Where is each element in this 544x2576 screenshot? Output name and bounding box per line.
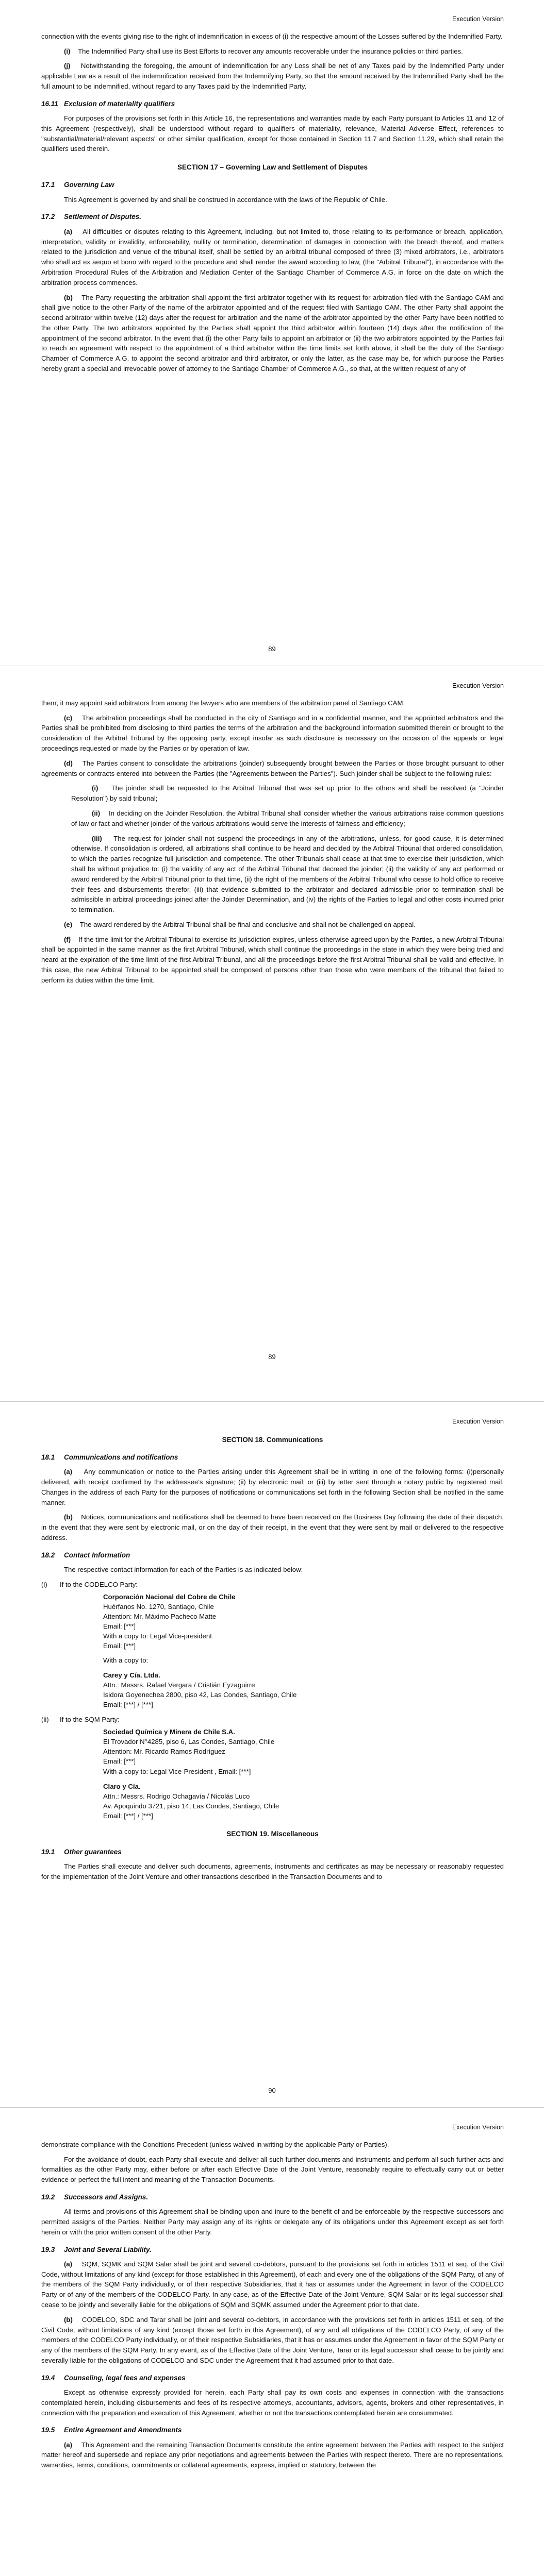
contact-attention: Attn.: Messrs. Rodrigo Ochagavía / Nicolás Luco: [103, 1792, 250, 1800]
clause-e: [41, 920, 504, 930]
contact-email: Email: [***] / [***]: [103, 1701, 153, 1709]
page-number: 89: [268, 645, 276, 653]
clause-f: [41, 935, 504, 986]
clause-text: SQM, SQMK and SQM Salar shall be joint and several co-debtors, pursuant to the provisions set forth in articles 1511 et seq. of the Civil Code, without limitations of any kind (except for those established in this Agreement), of each and every one of the obligations of the SQM Party, of any of the members of the SQM Party individually, or of their respective Subsidiaries, that it has or assumes under the Agreement in favor of the CODELCO Party or of any of the members of the CODELCO Party. In any case, as of the Effective Date of the Joint Venture, SQM Salar or its legal successor shall cease to be jointly and severally liable for the obligations of SQM and SQMK assumed under the Agreement prior to that date.: [41, 2260, 504, 2309]
heading-number: 16.11: [41, 99, 58, 108]
clause-text: CODELCO, SDC and Tarar shall be joint and several co-debtors, in accordance with the provisions set forth in articles 1511 et seq. of the Civil Code, without limitations of any kind (except those set forth in this Agreement), of any and all obligations of the CODELCO Party, of any of the members of the CODELCO Party individually, or of their respective Subsidiaries, that it has or assumes under the Agreement in favor of the SQM Party or any of the members of the SQM Party. In any event, as of the Effective Date of the Joint Venture, Tarar or its legal successor shall cease to be jointly and severally liable for the obligations of CODELCO and SDC under the Agreement that it had assumed prior to that date.: [41, 2315, 504, 2364]
contact-address: Huérfanos No. 1270, Santiago, Chile: [103, 1602, 214, 1611]
heading-17-1: [41, 180, 504, 190]
section-17-title: SECTION 17 – Governing Law and Settlement of Disputes: [177, 163, 368, 172]
contact-org: Carey y Cía. Ltda.: [103, 1671, 160, 1679]
clause-label: (c): [64, 714, 73, 722]
clause-label: (a): [64, 2441, 73, 2449]
clause-text: This Agreement and the remaining Transaction Documents constitute the entire agreement between the Parties with respect to the subject matter hereof and supersede and replace any prior negotiations and agreements between the Parties with respect thereto. There are no representations, warranties, terms, conditions, commitments or collateral agreements, express, implied or statutory, between the: [41, 2441, 504, 2469]
clause-label: (e): [64, 920, 73, 928]
clause-text: The award rendered by the Arbitral Tribunal shall be final and conclusive and shall not be challenged on appeal.: [79, 920, 416, 928]
heading-title: Joint and Several Liability.: [64, 2245, 152, 2253]
heading-title: Communications and notifications: [64, 1453, 178, 1461]
heading-19-4: [41, 2373, 504, 2383]
clause-a: [41, 1467, 504, 1507]
contact-carey: [103, 1670, 504, 1710]
heading-number: 17.2: [41, 213, 55, 221]
clause-label: (d): [64, 759, 73, 767]
contact-copy: With a copy to: Legal Vice-President , Email: [***]: [103, 1767, 251, 1775]
heading-number: 18.1: [41, 1453, 55, 1461]
heading-title: Contact Information: [64, 1551, 130, 1559]
contact-copy: With a copy to: Legal Vice-president: [103, 1632, 212, 1640]
heading-19-3: [41, 2245, 504, 2255]
page-header: Execution Version: [452, 15, 504, 23]
clause-text: Any communication or notice to the Parties arising under this Agreement shall be in writing in one of the following forms: (i)personally delivered, with receipt confirmed by the addressee's signature; (ii) by electronic mail; or (iii) by letter sent through a notary public by registered mail. Changes in the address of each Party for the purposes of notifications or communications set forth in the following Section shall be notified in the same manner.: [41, 1468, 504, 1506]
paragraph: This Agreement is governed by and shall be construed in accordance with the laws of the Republic of Chile.: [64, 195, 387, 204]
clause-c: [41, 713, 504, 754]
clause-label: (b): [64, 1513, 73, 1521]
subclause-iii: [71, 834, 504, 915]
clause-label: (ii): [92, 809, 101, 817]
paragraph: demonstrate compliance with the Conditions Precedent (unless waived in writing by the applicable Party or Parties).: [41, 2140, 389, 2148]
paragraph: For purposes of the provisions set forth in this Article 16, the representations and warranties made by each Party pursuant to Articles 11 and 12 of this Agreement (respectively), shall be understood without regard to qualifiers of materiality, relevance, Material Adverse Effect, references to "substantial/material/relevant aspects" or other similar qualification, except for those contained in Section 11.7 and Section 11.29, which shall retain the qualifiers used therein.: [41, 114, 504, 153]
heading-19-1: [41, 1847, 504, 1857]
clause-label: (iii): [92, 834, 102, 842]
page-header: Execution Version: [452, 1418, 504, 1425]
heading-number: 19.5: [41, 2426, 55, 2434]
clause-label: (a): [64, 1468, 73, 1476]
section-18-title: SECTION 18. Communications: [222, 1435, 323, 1444]
page-divider: [0, 2107, 544, 2108]
list-item-codelco: [41, 1580, 504, 1590]
clause-b: [41, 293, 504, 374]
clause-text: The Indemnified Party shall use its Best Efforts to recover any amounts recoverable under the insurance policies or third parties.: [78, 47, 463, 55]
paragraph: The Parties shall execute and deliver such documents, agreements, instruments and certificates as may be necessary or reasonably requested for the implementation of the Joint Venture and other transactions described in the Transaction Documents and to: [41, 1862, 504, 1880]
contact-org: Claro y Cía.: [103, 1782, 141, 1790]
clause-text: Notices, communications and notifications shall be deemed to have been received on the Business Day following the date of their dispatch, in the event that they were sent by electronic mail, or on the day of their receipt, in the event that they were sent by mail or delivered to the respective address.: [41, 1513, 504, 1542]
list-item-sqm: [41, 1715, 504, 1725]
page-number: 90: [268, 2087, 276, 2094]
heading-number: 19.1: [41, 1848, 55, 1856]
clause-label: (i): [92, 784, 98, 792]
heading-title: Governing Law: [64, 181, 114, 189]
clause-text: The Parties consent to consolidate the arbitrations (joinder) subsequently brought between the Parties or those brought pursuant to other agreements or contracts entered into between the Parties (the "Agreements between the Parties"). Such joinder shall be subject to the following rules:: [41, 759, 504, 777]
heading-18-2: [41, 1550, 504, 1561]
page-header: Execution Version: [452, 682, 504, 689]
subclause-i: [71, 783, 504, 804]
clause-label: (i): [64, 47, 71, 55]
clause-text: The joinder shall be requested to the Arbitral Tribunal that was set up prior to the others and shall be resolved (a "Joinder Resolution") by said tribunal;: [71, 784, 504, 803]
clause-text: All difficulties or disputes relating to this Agreement, including, but not limited to, those relating to its performance or breach, application, interpretation, validity or invalidity, enforceability, nullity or termination, determination of damages in connection with the breach thereof, and matters related to the jurisdiction and venue of the tribunal itself, shall be settled by an arbitral tribunal composed of three (3) mixed arbitrators, i.e., arbitrators who shall act ex aequo et bono with regard to the procedure and shall render the award according to law, (the "Arbitral Tribunal"), in accordance with the Arbitration Procedural Rules of the Arbitration and Mediation Center of the Santiago Chamber of Commerce A.G. in force on the date on which the arbitration process commences.: [41, 227, 504, 286]
clause-j: [41, 61, 504, 91]
clause-text: Notwithstanding the foregoing, the amount of indemnification for any Loss shall be net of any Taxes paid by the Indemnified Party under applicable Law as a result of the indemnification received from the Indemnifying Party, so that the amount received by the Indemnified Party shall be the full amount to be indemnified, without regard to any Taxes paid by the Indemnified Party.: [41, 62, 504, 90]
page-4: [0, 2108, 544, 2475]
heading-19-2: [41, 2192, 504, 2202]
page-number: 89: [268, 1353, 276, 1361]
heading-title: Counseling, legal fees and expenses: [64, 2374, 186, 2382]
clause-text: In deciding on the Joinder Resolution, the Arbitral Tribunal shall consider whether the various arbitrations raise common questions of law or fact and whether joinder of the various arbitrations would serve the interests of fairness and efficiency;: [71, 809, 504, 827]
clause-label: (b): [64, 2315, 73, 2324]
clause-i: [41, 46, 504, 57]
clause-label: (j): [64, 62, 71, 70]
clause-text: The arbitration proceedings shall be conducted in the city of Santiago and in a confidential manner, and the appointed arbitrators and the Parties shall be prohibited from disclosing to third parties the terms of the arbitration and the background information submitted therein or brought to the consideration of the Arbitral Tribunal by the opposing party, except insofar as such disclosure is necessary on the occasion of the appeals or legal proceedings requested or made by the Parties or by operation of law.: [41, 714, 504, 752]
contact-codelco: [103, 1592, 504, 1665]
paragraph: them, it may appoint said arbitrators from among the lawyers who are members of the arbitration panel of Santiago CAM.: [41, 699, 405, 707]
contact-address: Isidora Goyenechea 2800, piso 42, Las Condes, Santiago, Chile: [103, 1690, 297, 1699]
section-19-title: SECTION 19. Miscellaneous: [226, 1830, 319, 1838]
contact-claro: [103, 1782, 504, 1821]
heading-17-2: [41, 212, 504, 222]
contact-attention: Attention: Mr. Máximo Pacheco Matte: [103, 1612, 217, 1620]
list-text: If to the SQM Party:: [60, 1716, 120, 1724]
heading-number: 19.3: [41, 2245, 55, 2253]
clause-text: The Party requesting the arbitration shall appoint the first arbitrator together with its request for arbitration filed with the Santiago CAM and shall give notice to the other Party of the name of the arbitrator appointed and of the request filed with Santiago CAM. The other Party shall appoint the second arbitrator within twelve (12) days after the request for arbitration and the name of the arbitrator appointed by the other Party have been notified to the other Party. The two arbitrators appointed by the Parties shall appoint the third arbitrator within fourteen (14) days after the notification of the appointment of the second arbitrator. In the event that (i) the other Party fails to appoint an arbitrator or (ii) the two arbitrators appointed by the Parties fail to reach an agreement with respect to the appointment of a third arbitrator within the time limits set forth above, it shall be the duty of the Santiago Chamber of Commerce A.G. to appoint the second arbitrator and third arbitrator, or only the latter, as the case may be, for which purpose the Parties hereby grant a special and irrevocable power of attorney to the Santiago Chamber of Commerce A.G., so that, at the written request of any of: [41, 293, 504, 373]
contact-org: Sociedad Química y Minera de Chile S.A.: [103, 1728, 235, 1736]
clause-text: If the time limit for the Arbitral Tribunal to exercise its jurisdiction expires, unless otherwise agreed upon by the Parties, a new Arbitral Tribunal shall be appointed in the same manner as the first Arbitral Tribunal, which shall continue the proceedings in the state in which they were being tried and heard at the expiration of the time limit of the first Arbitral Tribunal, and all the proceedings before the first Arbitral Tribunal shall be valid and effective. In this case, the new Arbitral Tribunal to be appointed shall be composed of persons other than those who were members of the tribunal that failed to perform its duties within the time limit.: [41, 935, 504, 984]
heading-19-5: [41, 2425, 504, 2435]
contact-org: Corporación Nacional del Cobre de Chile: [103, 1592, 236, 1601]
paragraph: For the avoidance of doubt, each Party shall execute and deliver all such further documents and instruments and perform all such further acts and formalities as the other Party may, either before or after each Effective Date of the Joint Venture, reasonably require to effectually carry out or better evidence or perfect the full intent and meaning of the Transaction Documents.: [41, 2155, 504, 2184]
clause-label: (a): [64, 2260, 73, 2268]
clause-text: The request for joinder shall not suspend the proceedings in any of the arbitrations, unless, for good cause, it is determined otherwise. If consolidation is ordered, all arbitrations shall continue to be heard and decided by the Arbitral Tribunal that ordered consolidation, to which the parties recognize full jurisdiction and competence. The other Tribunals shall cease at that time to exercise their jurisdiction, which shall be without prejudice to: (i) the validity of any act of the Arbitral Tribunal that decreed the joinder; (ii) the validity of any act performed or award rendered by the Arbitral Tribunal prior to that time, (ii) the right of the members of the Arbitral Tribunal who cease to hold office to receive their fees and disbursements therefor, (iii) that evidence submitted to the arbitrator and declared admissible prior to termination shall be admissible in arbitral proceedings joined after the Joinder Determination, and (iv) the rights of the Parties to legal and other costs incurred prior to termination.: [71, 834, 504, 914]
page-divider: [0, 1401, 544, 1402]
heading-number: 17.1: [41, 181, 55, 189]
clause-a: [41, 2259, 504, 2310]
paragraph: All terms and provisions of this Agreement shall be binding upon and inure to the benefit of and be enforceable by the respective successors and permitted assigns of the Parties. Neither Party may assign any of its rights or delegate any of its obligations under this Agreement except as set forth herein or with the prior written consent of the other Party.: [41, 2208, 504, 2236]
clause-label: (a): [64, 227, 73, 235]
heading-number: 19.4: [41, 2374, 55, 2382]
list-label: (ii): [41, 1716, 49, 1724]
contact-email: Email: [***]: [103, 1642, 136, 1650]
clause-b: [41, 1512, 504, 1543]
list-text: If to the CODELCO Party:: [60, 1580, 138, 1588]
heading-number: 19.2: [41, 2193, 55, 2201]
heading-title: Other guarantees: [64, 1848, 122, 1856]
heading-number: 18.2: [41, 1551, 55, 1559]
paragraph: connection with the events giving rise to the right of indemnification in excess of (i) the respective amount of the Losses suffered by the Indemnified Party.: [41, 32, 503, 40]
heading-18-1: [41, 1452, 504, 1463]
contact-sqm: [103, 1727, 504, 1776]
contact-address: El Trovador N°4285, piso 6, Las Condes, Santiago, Chile: [103, 1738, 275, 1746]
paragraph: The respective contact information for each of the Parties is as indicated below:: [64, 1566, 303, 1574]
contact-email: Email: [***] / [***]: [103, 1812, 153, 1820]
heading-title: Exclusion of materiality qualifiers: [64, 99, 175, 108]
clause-d: [41, 758, 504, 779]
contact-attention: Attn.: Messrs. Rafael Vergara / Cristián Eyzaguirre: [103, 1681, 255, 1689]
heading-16-11: [41, 99, 504, 109]
clause-label: (f): [64, 935, 71, 943]
clause-b: [41, 2315, 504, 2366]
page-2: [0, 667, 544, 990]
page-3: [0, 1402, 544, 1886]
contact-copy: With a copy to:: [103, 1656, 149, 1664]
subclause-ii: [71, 808, 504, 829]
clause-label: (b): [64, 293, 73, 301]
heading-title: Settlement of Disputes.: [64, 213, 142, 221]
contact-address: Av. Apoquindo 3721, piso 14, Las Condes, Santiago, Chile: [103, 1802, 279, 1810]
contact-attention: Attention: Mr. Ricardo Ramos Rodríguez: [103, 1748, 225, 1756]
page-header: Execution Version: [452, 2124, 504, 2131]
heading-title: Successors and Assigns.: [64, 2193, 149, 2201]
contact-email: Email: [***]: [103, 1622, 136, 1631]
paragraph: Except as otherwise expressly provided for herein, each Party shall pay its own costs and expenses in connection with the transactions contemplated herein, including disbursements and fees of its respective attorneys, accountants, advisors, agents, brokers and other representatives, in connection with the preparation and execution of this Agreement, whether or not the transactions contemplated herein are consummated.: [41, 2388, 504, 2417]
clause-a: [41, 227, 504, 288]
contact-email: Email: [***]: [103, 1757, 136, 1766]
page-1: [0, 0, 544, 379]
heading-title: Entire Agreement and Amendments: [64, 2426, 182, 2434]
clause-a: [41, 2440, 504, 2470]
list-label: (i): [41, 1580, 47, 1588]
